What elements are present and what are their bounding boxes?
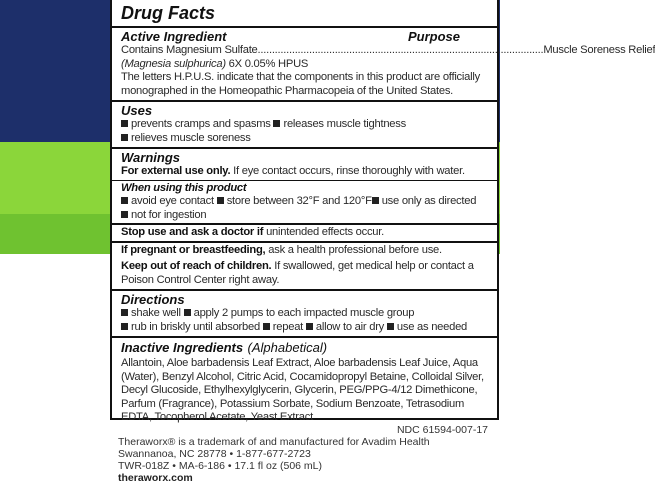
hpus-note: The letters H.P.U.S. indicate that the components in this product are officially monographed in the Homeopathic Pharmacopeia of the United States.: [121, 71, 480, 97]
when-using-line-1: [121, 195, 489, 209]
active-ingredient-name: Contains Magnesium Sulfate: [121, 44, 258, 56]
directions-heading: Directions: [121, 292, 185, 307]
bullet-square-icon: [121, 134, 128, 141]
leader-dots: ....................................................................................................: [257, 44, 544, 56]
active-ingredient-dose: 6X 0.05% HPUS: [228, 57, 309, 70]
direction-item: allow to air dry: [315, 320, 385, 333]
pregnancy-line: [121, 244, 489, 258]
uses-line-1: [121, 118, 489, 132]
bullet-square-icon: [184, 309, 191, 316]
drug-facts-panel: [110, 0, 655, 423]
use-item: releases muscle tightness: [283, 118, 406, 130]
active-ingredient-header-row: [121, 29, 489, 44]
trademark-line: Theraworx® is a trademark of and manufactured for Avadim Health: [118, 436, 430, 448]
stop-use-bold: Stop use and ask a doctor if: [121, 226, 264, 238]
ndc-number: NDC 61594-007-17: [396, 424, 488, 436]
drug-facts-title: Drug Facts: [121, 3, 216, 23]
inactive-heading: Inactive Ingredients: [121, 340, 244, 355]
use-item: relieves muscle soreness: [131, 131, 251, 144]
when-using-line-2: [121, 209, 489, 223]
bullet-square-icon: [273, 120, 280, 127]
when-using-item: avoid eye contact: [131, 195, 214, 207]
inactive-ingredients-text: Allantoin, Aloe barbadensis Leaf Extract, Aloe barbadensis Leaf Juice, Aqua (Water), Benzyl Alcohol, Citric Acid, Cocamidopropyl Betaine, Colloidal Silver, Decyl Glucoside, Ethylhexylglycerin, Glycerin, PEG/PPG-4/12 Dimethicone, Parfum (Fragrance), Potassium Sorbate, Sodium Benzoate, Tetrasodium EDTA, Tocopherol Acetate, Yeast Extract: [121, 357, 484, 423]
direction-item: rub in briskly until absorbed: [131, 320, 260, 333]
direction-item: repeat: [272, 320, 304, 333]
active-ingredient-section: [112, 28, 655, 102]
bullet-square-icon: [121, 197, 128, 204]
uses-line-2: [121, 132, 489, 146]
purpose-heading: Purpose: [407, 29, 460, 44]
when-using-heading: When using this product: [121, 181, 247, 194]
website-link[interactable]: theraworx.com: [118, 472, 193, 484]
active-ingredient-dose-row: [121, 58, 489, 72]
when-using-item: store between 32°F and 120°F: [226, 195, 372, 207]
when-using-item: not for ingestion: [131, 208, 207, 221]
stop-use-block: [112, 223, 497, 240]
external-use-bold: For external use only.: [121, 165, 231, 177]
uses-section: [112, 102, 497, 149]
latin-name: (Magnesia sulphurica): [121, 57, 226, 70]
inactive-heading-row: [121, 339, 489, 357]
stop-use-line: [121, 226, 489, 240]
keep-out-text: If swallowed, get medical help or contact a Poison Control Center right away.: [121, 260, 474, 286]
bullet-square-icon: [121, 323, 128, 330]
inactive-qualifier: (Alphabetical): [247, 340, 328, 355]
bullet-square-icon: [121, 120, 128, 127]
pregnancy-bold: If pregnant or breastfeeding,: [121, 243, 266, 256]
keep-out-bold: Keep out of reach of children.: [121, 260, 272, 272]
active-ingredient-heading: Active Ingredient: [121, 29, 227, 44]
bullet-square-icon: [372, 197, 379, 204]
address-line: Swannanoa, NC 28778 • 1-877-677-2723: [118, 448, 311, 460]
bullet-square-icon: [217, 197, 224, 204]
use-item: prevents cramps and spasms: [131, 118, 271, 130]
when-using-item: use only as directed: [381, 195, 477, 207]
warnings-heading: Warnings: [121, 150, 180, 165]
pregnancy-text: ask a health professional before use.: [268, 243, 442, 256]
active-ingredient-purpose: Muscle Soreness Relief: [543, 44, 655, 56]
external-use-text: If eye contact occurs, rinse thoroughly with water.: [233, 165, 465, 177]
keep-out-line: [121, 260, 489, 287]
bullet-square-icon: [121, 211, 128, 218]
bullet-square-icon: [121, 309, 128, 316]
inactive-ingredients-section: [112, 338, 497, 427]
when-using-block: [112, 180, 497, 223]
bullet-square-icon: [306, 323, 313, 330]
directions-line-1: [121, 307, 489, 321]
warnings-section: [112, 149, 497, 291]
uses-heading: Uses: [121, 103, 153, 118]
drug-facts-title-section: [112, 0, 497, 28]
direction-item: use as needed: [396, 320, 468, 333]
active-ingredient-row: [121, 44, 655, 58]
direction-item: apply 2 pumps to each impacted muscle group: [193, 307, 415, 319]
label-footer: [118, 424, 488, 484]
external-use-line: [121, 165, 489, 179]
bullet-square-icon: [263, 323, 270, 330]
product-codes-line: TWR-018Z • MA-6-186 • 17.1 fl oz (506 mL): [118, 460, 323, 472]
directions-line-2: [121, 321, 489, 335]
pregnancy-block: [112, 241, 497, 288]
bullet-square-icon: [387, 323, 394, 330]
directions-section: [112, 291, 497, 338]
direction-item: shake well: [131, 307, 181, 319]
stop-use-text: unintended effects occur.: [266, 226, 384, 238]
